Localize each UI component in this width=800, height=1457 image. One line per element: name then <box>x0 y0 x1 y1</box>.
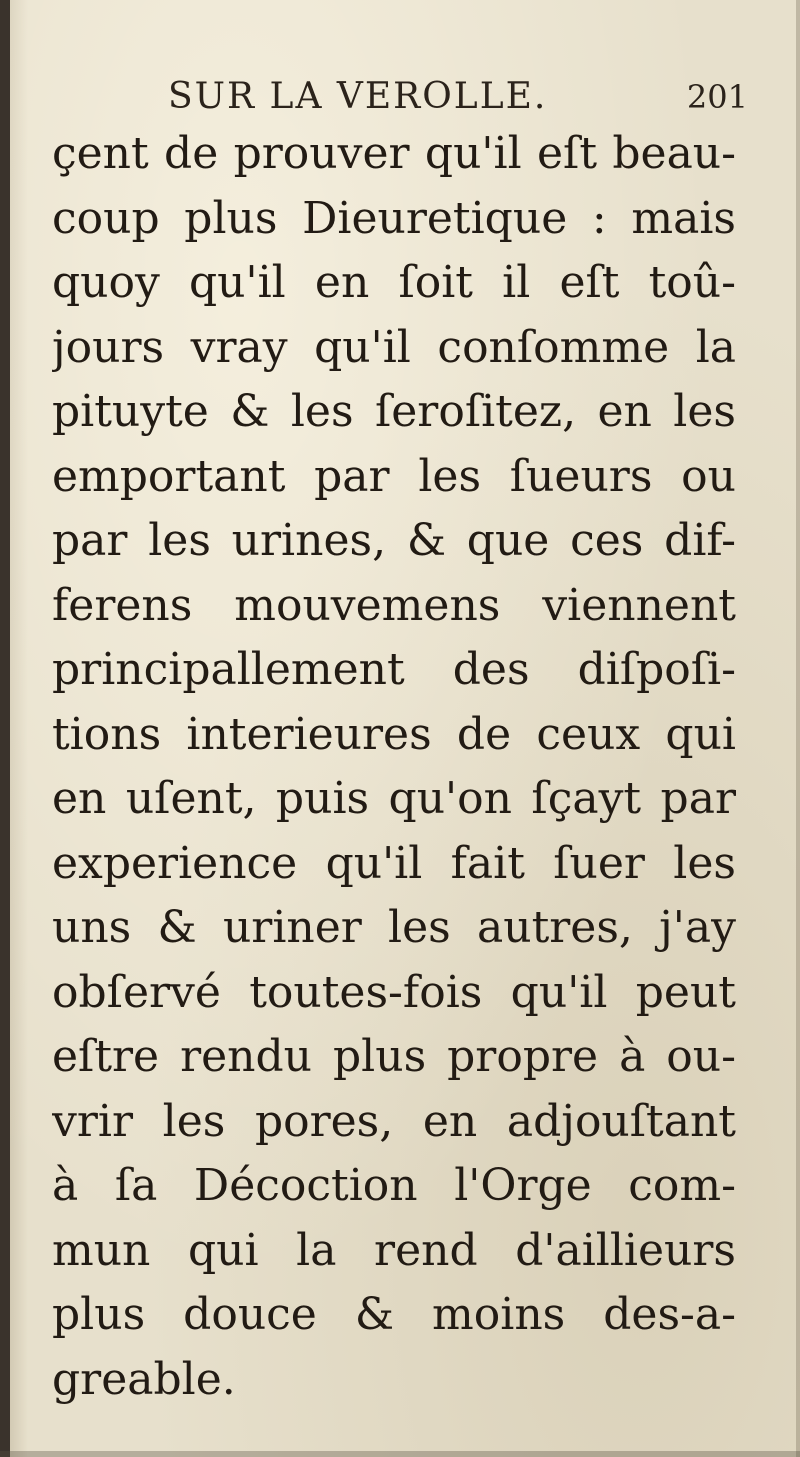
running-head: SUR LA VEROLLE. <box>168 76 548 117</box>
text-line: vrir les pores, en adjouſtant <box>52 1095 736 1147</box>
text-line: jours vray qu'il conſomme la <box>52 321 736 373</box>
text-line: plus douce & moins des-a- <box>52 1289 736 1340</box>
text-line: tions interieures de ceux qui <box>52 708 736 760</box>
page-bottom-edge <box>0 1451 800 1457</box>
text-line: mun qui la rend d'aillieurs <box>52 1224 736 1276</box>
text-line: coup plus Dieuretique : mais <box>52 192 736 244</box>
page-gutter <box>0 0 10 1457</box>
text-line: par les urines, & que ces dif- <box>52 515 736 566</box>
text-line: en uſent, puis qu'on ſçayt par <box>52 773 736 824</box>
text-line: emportant par les ſueurs ou <box>52 450 736 502</box>
page-number: 201 <box>686 78 748 116</box>
text-line: principallement des diſpoſi- <box>52 644 736 695</box>
text-line: çent de prouver qu'il eſt beau- <box>52 128 736 179</box>
text-line: uns & uriner les autres, j'ay <box>52 902 736 953</box>
text-line: ferens mouvemens viennent <box>52 579 736 631</box>
page-right-edge <box>796 0 800 1457</box>
text-line: pituyte & les ſeroſitez, en les <box>52 386 736 437</box>
text-line: quoy qu'il en ſoit il eſt toû- <box>52 257 736 308</box>
text-line: greable. <box>52 1353 236 1405</box>
page-header <box>168 76 748 122</box>
text-line: eſtre rendu plus propre à ou- <box>52 1031 736 1082</box>
text-line: à ſa Décoction l'Orge com- <box>52 1160 736 1211</box>
text-line: experience qu'il fait ſuer les <box>52 837 736 889</box>
text-line: obſervé toutes-fois qu'il peut <box>52 966 736 1018</box>
body-text <box>52 122 736 1412</box>
